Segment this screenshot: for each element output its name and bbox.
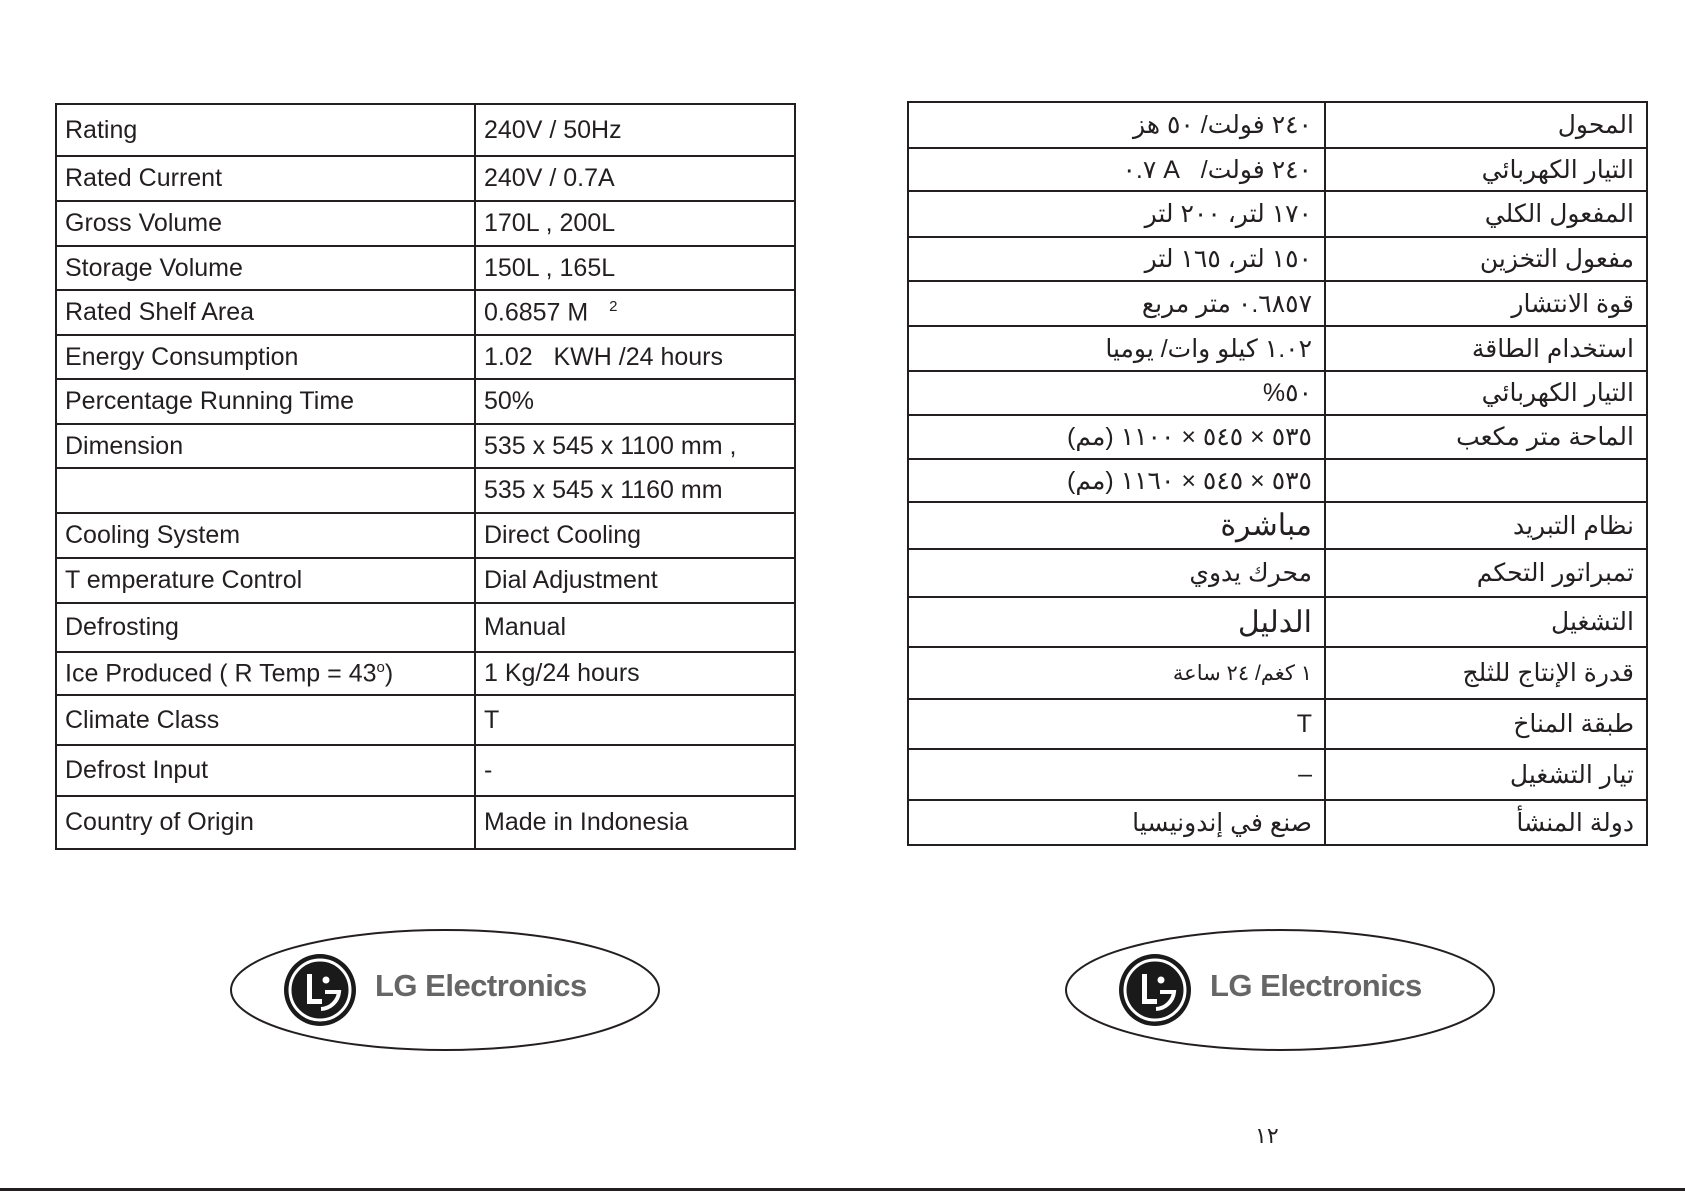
spec-value: – — [908, 749, 1325, 800]
spec-value: ٢٤٠ فولت/ A ٠.٧ — [908, 148, 1325, 191]
table-row — [908, 749, 1647, 800]
spec-value: ١٧٠ لتر، ٢٠٠ لتر — [908, 191, 1325, 237]
spec-value: Dial Adjustment — [475, 558, 795, 603]
spec-value: Direct Cooling — [475, 513, 795, 558]
spec-value: ١ كغم/ ٢٤ ساعة — [908, 647, 1325, 699]
spec-label: تيار التشغيل — [1325, 749, 1647, 800]
table-row — [56, 379, 795, 424]
spec-label: قوة الانتشار — [1325, 281, 1647, 326]
table-row — [56, 796, 795, 849]
spec-label: التيار الكهربائي — [1325, 148, 1647, 191]
spec-label — [56, 468, 475, 513]
spec-value: ٥٠% — [908, 371, 1325, 415]
spec-label: استخدام الطاقة — [1325, 326, 1647, 371]
table-row — [56, 603, 795, 652]
table-row — [908, 800, 1647, 845]
spec-label: Cooling System — [56, 513, 475, 558]
spec-value: - — [475, 745, 795, 796]
superscript: o — [376, 658, 385, 676]
spec-label: قدرة الإنتاج للثلج — [1325, 647, 1647, 699]
spec-label: Percentage Running Time — [56, 379, 475, 424]
spec-value: T — [908, 699, 1325, 749]
spec-label: طبقة المناخ — [1325, 699, 1647, 749]
table-row — [908, 647, 1647, 699]
table-row — [56, 695, 795, 745]
spec-label: Rating — [56, 104, 475, 156]
spec-value: ٠.٦٨٥٧ متر مربع — [908, 281, 1325, 326]
lg-face-icon — [284, 954, 356, 1026]
table-row — [56, 201, 795, 246]
table-row — [56, 745, 795, 796]
spec-label: Gross Volume — [56, 201, 475, 246]
spec-label: المحول — [1325, 102, 1647, 148]
spec-value: 50% — [475, 379, 795, 424]
spec-label: Energy Consumption — [56, 335, 475, 379]
spec-value: محرك يدوي — [908, 549, 1325, 597]
spec-value: ١٥٠ لتر، ١٦٥ لتر — [908, 237, 1325, 281]
spec-value: 1.02 KWH /24 hours — [475, 335, 795, 379]
table-row — [56, 335, 795, 379]
lg-face-icon — [1119, 954, 1191, 1026]
spec-value: الدليل — [908, 597, 1325, 647]
page-number: ١٢ — [1255, 1124, 1279, 1149]
table-row — [908, 597, 1647, 647]
spec-label: التشغيل — [1325, 597, 1647, 647]
spec-value: ٥٣٥ × ٥٤٥ × ١١٠٠ (مم) — [908, 415, 1325, 459]
table-row — [56, 652, 795, 695]
table-row — [56, 468, 795, 513]
spec-label: Rated Current — [56, 156, 475, 201]
table-row — [908, 415, 1647, 459]
bottom-divider — [0, 1188, 1685, 1191]
table-row — [908, 281, 1647, 326]
logo-text: LG Electronics — [1210, 968, 1422, 1003]
spec-label: Defrost Input — [56, 745, 475, 796]
spec-value: T — [475, 695, 795, 745]
table-row — [908, 191, 1647, 237]
spec-value: 1 Kg/24 hours — [475, 652, 795, 695]
table-row — [908, 148, 1647, 191]
table-row — [908, 549, 1647, 597]
spec-label: مفعول التخزين — [1325, 237, 1647, 281]
superscript: 2 — [609, 297, 618, 315]
table-row — [908, 502, 1647, 549]
spec-value: 535 x 545 x 1100 mm , — [475, 424, 795, 468]
table-row — [56, 104, 795, 156]
spec-value: 240V / 50Hz — [475, 104, 795, 156]
spec-label: دولة المنشأ — [1325, 800, 1647, 845]
table-row — [56, 513, 795, 558]
table-row — [908, 326, 1647, 371]
lg-logo — [229, 928, 661, 1052]
spec-value — [475, 290, 795, 335]
table-row — [56, 424, 795, 468]
spec-value: 535 x 545 x 1160 mm — [475, 468, 795, 513]
table-row — [908, 237, 1647, 281]
spec-label: التيار الكهربائي — [1325, 371, 1647, 415]
spec-value: ١.٠٢ كيلو وات/ يوميا — [908, 326, 1325, 371]
spec-value: ٢٤٠ فولت/ ٥٠ هز — [908, 102, 1325, 148]
table-row — [908, 102, 1647, 148]
spec-label: T emperature Control — [56, 558, 475, 603]
english-spec-table — [55, 103, 796, 850]
spec-label — [56, 652, 475, 695]
spec-value: Made in Indonesia — [475, 796, 795, 849]
table-row — [56, 558, 795, 603]
table-row — [56, 246, 795, 290]
spec-label: الماحة متر مكعب — [1325, 415, 1647, 459]
spec-label: نظام التبريد — [1325, 502, 1647, 549]
spec-value: 240V / 0.7A — [475, 156, 795, 201]
spec-label: Dimension — [56, 424, 475, 468]
spec-label: Defrosting — [56, 603, 475, 652]
spec-label: Storage Volume — [56, 246, 475, 290]
spec-value: 170L , 200L — [475, 201, 795, 246]
table-row — [908, 459, 1647, 502]
spec-label: Climate Class — [56, 695, 475, 745]
lg-logo — [1064, 928, 1496, 1052]
spec-label: Country of Origin — [56, 796, 475, 849]
spec-label-end: ) — [384, 659, 394, 688]
logo-text: LG Electronics — [375, 968, 587, 1003]
arabic-spec-table — [907, 101, 1648, 846]
spec-value: صنع في إندونيسيا — [908, 800, 1325, 845]
table-row — [56, 156, 795, 201]
spec-label: تمبراتور التحكم — [1325, 549, 1647, 597]
spec-value: 150L , 165L — [475, 246, 795, 290]
spec-value: مباشرة — [908, 502, 1325, 549]
spec-label — [1325, 459, 1647, 502]
table-row — [908, 371, 1647, 415]
spec-label: Rated Shelf Area — [56, 290, 475, 335]
spec-value: Manual — [475, 603, 795, 652]
spec-label: المفعول الكلي — [1325, 191, 1647, 237]
table-row — [908, 699, 1647, 749]
spec-value: ٥٣٥ × ٥٤٥ × ١١٦٠ (مم) — [908, 459, 1325, 502]
table-row — [56, 290, 795, 335]
spec-value-text: 0.6857 M — [484, 298, 589, 327]
spec-label-text: Ice Produced ( R Temp = 43 — [65, 659, 377, 688]
